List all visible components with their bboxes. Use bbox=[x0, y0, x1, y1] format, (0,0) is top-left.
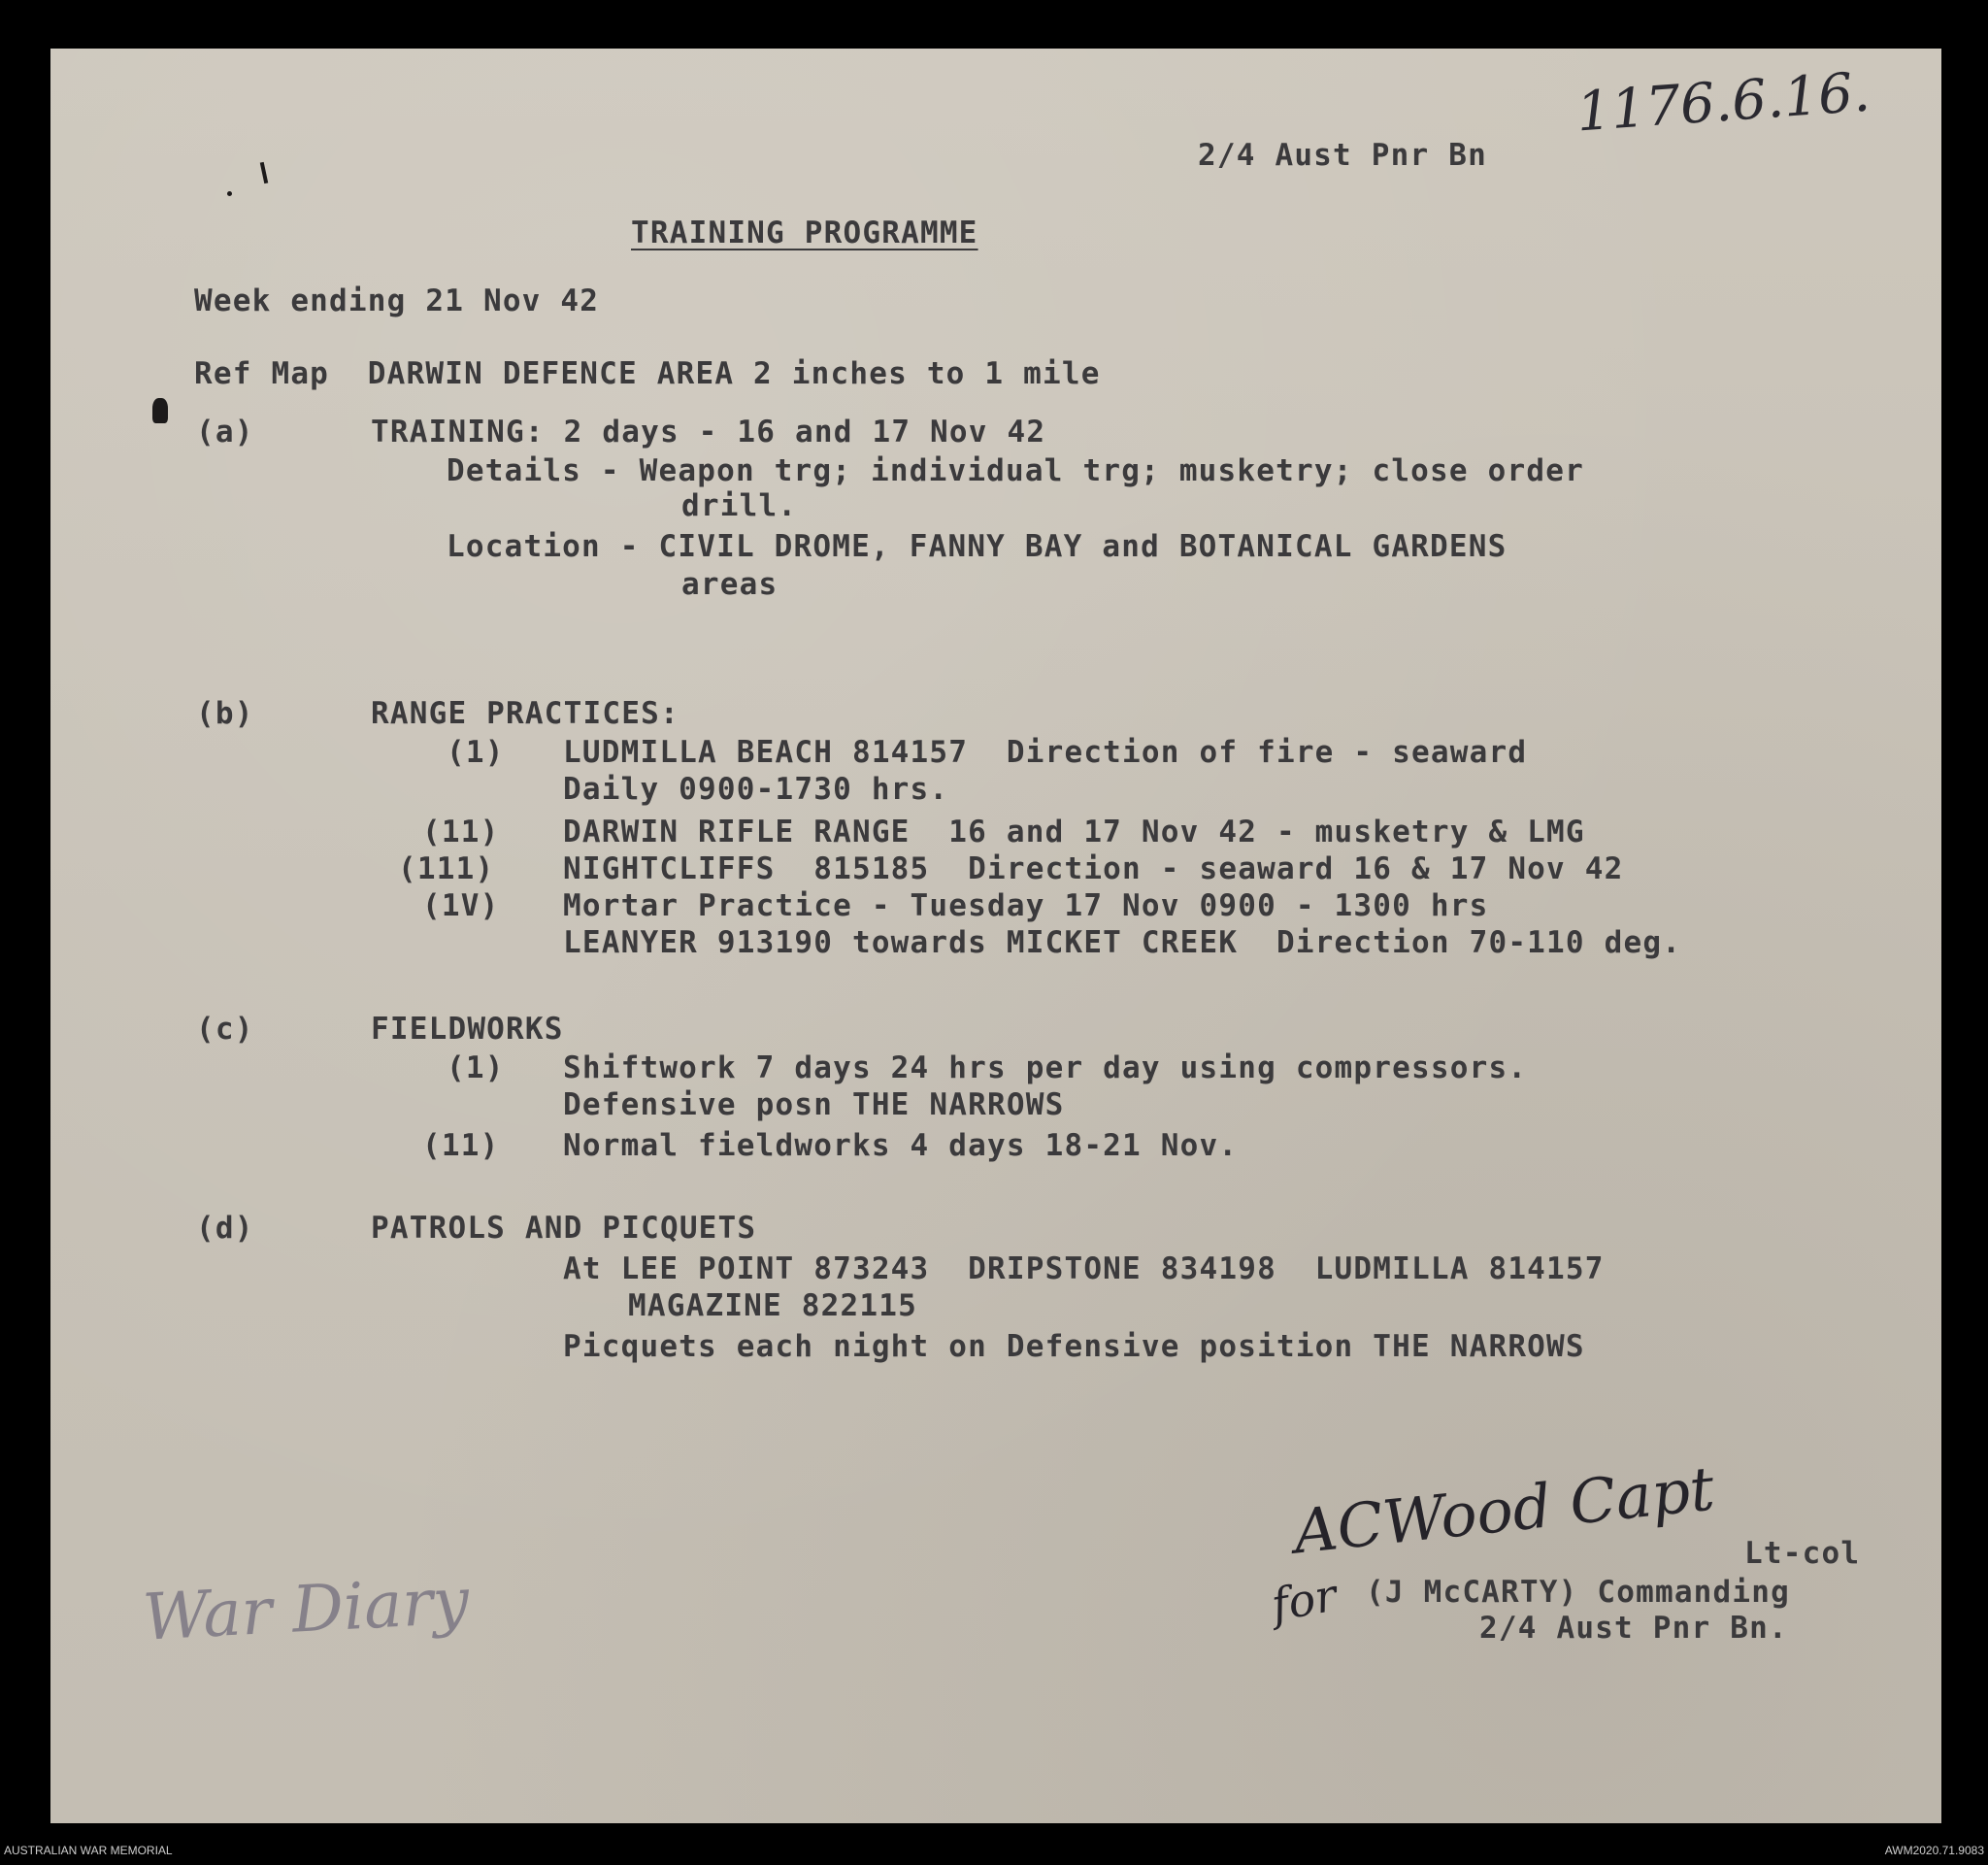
range-item-3-line-1: NIGHTCLIFFS 815185 Direction - seaward 16 & 17 Nov 42 bbox=[563, 851, 1624, 886]
section-c-heading: FIELDWORKS bbox=[371, 1012, 564, 1047]
signature-rank: Lt-col bbox=[1744, 1536, 1861, 1571]
range-item-1-line-1: LUDMILLA BEACH 814157 Direction of fire - seaward bbox=[563, 735, 1528, 770]
fieldworks-item-1-line-2: Defensive posn THE NARROWS bbox=[563, 1087, 1065, 1122]
range-item-4-number: (1V) bbox=[422, 888, 500, 923]
typed-document-page bbox=[50, 49, 1941, 1823]
punch-mark-2 bbox=[227, 191, 232, 196]
section-d-heading: PATROLS AND PICQUETS bbox=[371, 1211, 757, 1246]
pencil-note-war-diary: War Diary bbox=[141, 1563, 471, 1655]
fieldworks-item-2-number: (11) bbox=[422, 1128, 500, 1163]
patrols-line-2: MAGAZINE 822115 bbox=[628, 1288, 917, 1323]
week-ending: Week ending 21 Nov 42 bbox=[194, 283, 600, 318]
range-item-4-line-1: Mortar Practice - Tuesday 17 Nov 0900 - 1300 hrs bbox=[563, 888, 1489, 923]
range-item-2-line-1: DARWIN RIFLE RANGE 16 and 17 Nov 42 - musketry & LMG bbox=[563, 815, 1585, 849]
patrols-line-3: Picquets each night on Defensive position THE NARROWS bbox=[563, 1329, 1585, 1364]
section-a-heading: TRAINING: 2 days - 16 and 17 Nov 42 bbox=[371, 415, 1046, 450]
section-a-marker: (a) bbox=[196, 415, 254, 450]
section-a-details-line-2: drill. bbox=[681, 488, 798, 523]
section-c-marker: (c) bbox=[196, 1012, 254, 1047]
punch-mark-3 bbox=[152, 398, 168, 423]
range-item-3-number: (111) bbox=[398, 851, 495, 886]
section-d-marker: (d) bbox=[196, 1211, 254, 1246]
document-title: TRAINING PROGRAMME bbox=[631, 216, 978, 250]
section-a-location-line-1: Location - CIVIL DROME, FANNY BAY and BOTANICAL GARDENS bbox=[447, 529, 1508, 564]
fieldworks-item-2-line-1: Normal fieldworks 4 days 18-21 Nov. bbox=[563, 1128, 1239, 1163]
handwritten-for: for bbox=[1267, 1568, 1341, 1632]
footer-right-label: AWM2020.71.9083 bbox=[1884, 1844, 1984, 1857]
handwritten-signature: ACWood Capt bbox=[1290, 1452, 1718, 1568]
range-item-1-number: (1) bbox=[447, 735, 505, 770]
section-a-location-line-2: areas bbox=[681, 567, 779, 602]
range-item-4-line-2: LEANYER 913190 towards MICKET CREEK Direction 70-110 deg. bbox=[563, 925, 1682, 960]
patrols-line-1: At LEE POINT 873243 DRIPSTONE 834198 LUDMILLA 814157 bbox=[563, 1251, 1605, 1286]
signature-unit-line: 2/4 Aust Pnr Bn. bbox=[1479, 1611, 1788, 1646]
fieldworks-item-1-number: (1) bbox=[447, 1050, 505, 1085]
handwritten-reference-number: 1176.6.16. bbox=[1574, 60, 1872, 145]
ref-map: Ref Map DARWIN DEFENCE AREA 2 inches to 1 mile bbox=[194, 356, 1101, 391]
unit-header: 2/4 Aust Pnr Bn bbox=[1198, 138, 1487, 173]
punch-mark-1 bbox=[260, 162, 268, 183]
range-item-1-line-2: Daily 0900-1730 hrs. bbox=[563, 772, 949, 807]
signature-name-line: (J McCARTY) Commanding bbox=[1366, 1575, 1790, 1610]
section-b-marker: (b) bbox=[196, 696, 254, 731]
footer-left-label: AUSTRALIAN WAR MEMORIAL bbox=[4, 1844, 173, 1857]
section-a-details-line-1: Details - Weapon trg; individual trg; musketry; close order bbox=[447, 453, 1584, 488]
fieldworks-item-1-line-1: Shiftwork 7 days 24 hrs per day using compressors. bbox=[563, 1050, 1528, 1085]
section-b-heading: RANGE PRACTICES: bbox=[371, 696, 679, 731]
range-item-2-number: (11) bbox=[422, 815, 500, 849]
